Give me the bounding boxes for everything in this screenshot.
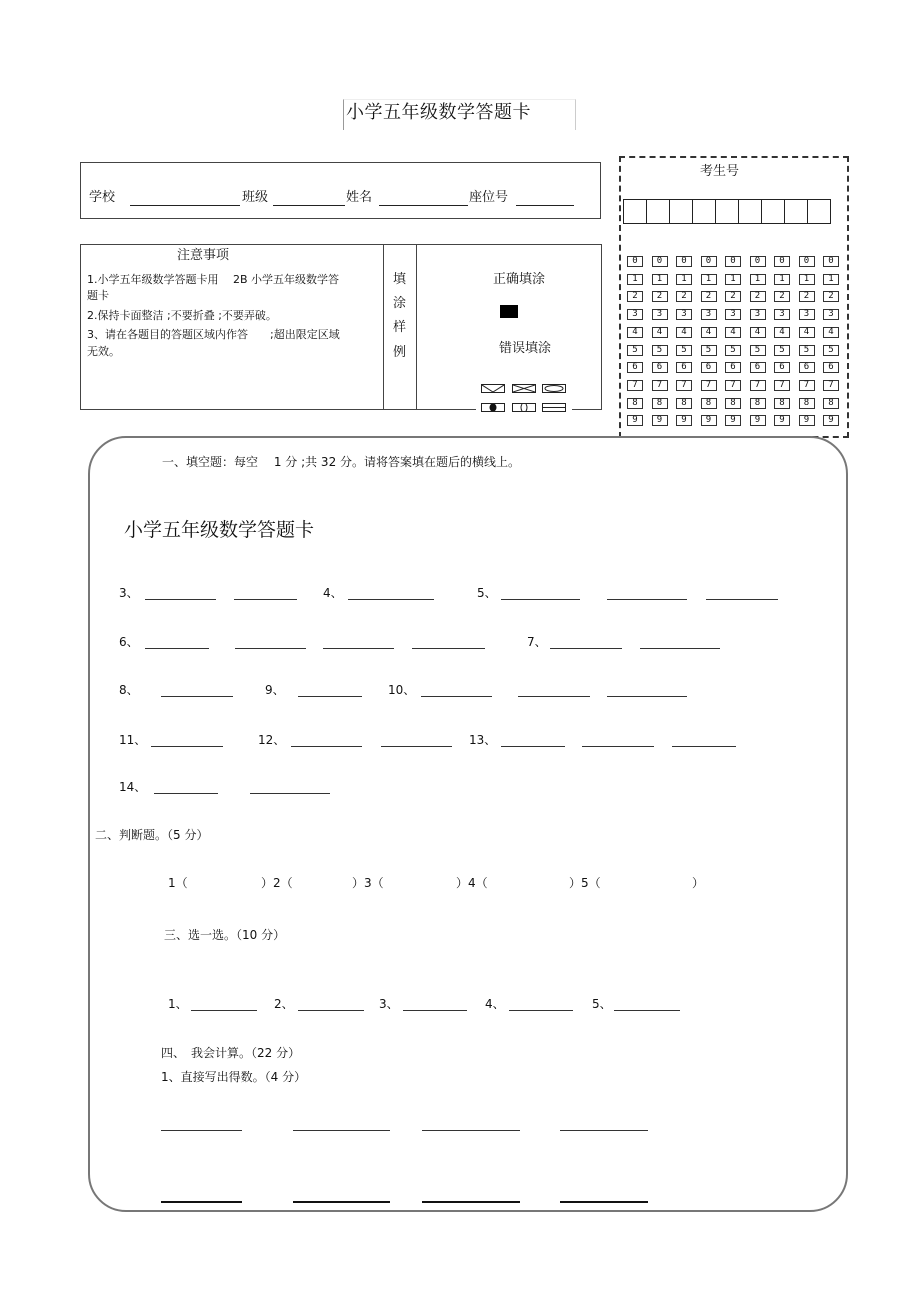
answer-blank[interactable] — [298, 1010, 364, 1011]
choice-label: 1、 — [168, 997, 188, 1011]
id-bubble-6[interactable]: 6 — [774, 362, 790, 373]
section1-subtitle: 小学五年级数学答题卡 — [124, 519, 315, 541]
id-bubble-9[interactable]: 9 — [701, 415, 717, 426]
id-bubble-8[interactable]: 8 — [701, 398, 717, 409]
answer-blank[interactable] — [291, 746, 362, 747]
seat-field[interactable] — [516, 205, 574, 206]
id-bubble-4[interactable]: 4 — [750, 327, 766, 338]
question-label: 3、 — [119, 586, 139, 600]
judge-item-3[interactable]: ）3（ — [352, 876, 384, 890]
id-bubble-4[interactable]: 4 — [799, 327, 815, 338]
answer-blank[interactable] — [298, 696, 362, 697]
id-bubble-8[interactable]: 8 — [652, 398, 668, 409]
answer-blank[interactable] — [191, 1010, 257, 1011]
fill-example-label: 样 — [393, 320, 407, 335]
section4-heading: 四、 我会计算。（22 分） — [161, 1046, 301, 1060]
choice-label: 5、 — [592, 997, 612, 1011]
id-bubble-7[interactable]: 7 — [799, 380, 815, 391]
answer-blank[interactable] — [509, 1010, 573, 1011]
answer-blank[interactable] — [348, 599, 434, 600]
id-bubble-6[interactable]: 6 — [652, 362, 668, 373]
fill-example-label: 例 — [393, 345, 407, 360]
answer-blank[interactable] — [607, 696, 687, 697]
wrong-fill-samples — [476, 378, 572, 416]
id-digit-cell[interactable] — [784, 199, 808, 224]
id-bubble-3[interactable]: 3 — [774, 309, 790, 320]
notice-line: 题卡 — [87, 289, 109, 302]
question-label: 11、 — [119, 733, 147, 747]
id-bubble-5[interactable]: 5 — [725, 345, 741, 356]
judge-item-2[interactable]: ）2（ — [261, 876, 293, 890]
answer-blank[interactable] — [323, 648, 394, 649]
answer-blank[interactable] — [501, 599, 580, 600]
id-bubble-5[interactable]: 5 — [627, 345, 643, 356]
id-bubble-7[interactable]: 7 — [701, 380, 717, 391]
id-bubble-1[interactable]: 1 — [774, 274, 790, 285]
cross-mark-icon — [512, 384, 536, 393]
name-label: 姓名 — [346, 190, 373, 205]
id-bubble-5[interactable]: 5 — [676, 345, 692, 356]
id-bubble-2[interactable]: 2 — [750, 291, 766, 302]
id-bubble-3[interactable]: 3 — [750, 309, 766, 320]
id-bubble-0[interactable]: 0 — [799, 256, 815, 267]
id-bubble-8[interactable]: 8 — [725, 398, 741, 409]
answer-blank[interactable] — [421, 696, 492, 697]
slash-mark-icon — [481, 384, 505, 393]
id-bubble-1[interactable]: 1 — [725, 274, 741, 285]
id-bubble-7[interactable]: 7 — [652, 380, 668, 391]
id-bubble-6[interactable]: 6 — [750, 362, 766, 373]
id-bubble-2[interactable]: 2 — [774, 291, 790, 302]
id-digit-cell[interactable] — [738, 199, 762, 224]
id-bubble-9[interactable]: 9 — [823, 415, 839, 426]
id-bubble-2[interactable]: 2 — [823, 291, 839, 302]
section1-heading: 一、填空题：每空 1 分 ;共 32 分。请将答案填在题后的横线上。 — [162, 455, 521, 469]
question-label: 13、 — [469, 733, 497, 747]
id-bubble-7[interactable]: 7 — [725, 380, 741, 391]
id-bubble-0[interactable]: 0 — [652, 256, 668, 267]
school-label: 学校 — [89, 190, 116, 205]
id-bubble-8[interactable]: 8 — [823, 398, 839, 409]
judge-close-paren: ） — [692, 876, 705, 890]
parens-mark-icon — [512, 403, 536, 412]
id-bubble-1[interactable]: 1 — [823, 274, 839, 285]
answer-blank[interactable] — [501, 746, 565, 747]
id-bubble-0[interactable]: 0 — [750, 256, 766, 267]
school-field[interactable] — [130, 205, 240, 206]
seat-label: 座位号 — [469, 190, 509, 205]
id-bubble-2[interactable]: 2 — [799, 291, 815, 302]
id-bubble-0[interactable]: 0 — [701, 256, 717, 267]
section2-heading: 二、判断题。（5 分） — [95, 828, 209, 842]
id-bubble-7[interactable]: 7 — [823, 380, 839, 391]
question-label: 4、 — [323, 586, 343, 600]
answer-blank[interactable] — [250, 793, 330, 794]
question-label: 5、 — [477, 586, 497, 600]
divider — [383, 244, 384, 410]
answer-blank[interactable] — [234, 599, 297, 600]
notice-line: 1.小学五年级数学答题卡用 2B 小学五年级数学答 — [87, 273, 340, 286]
answer-blank[interactable] — [161, 1130, 242, 1131]
id-bubble-4[interactable]: 4 — [823, 327, 839, 338]
answer-blank[interactable] — [560, 1201, 648, 1203]
id-bubble-5[interactable]: 5 — [652, 345, 668, 356]
id-bubble-4[interactable]: 4 — [725, 327, 741, 338]
id-bubble-3[interactable]: 3 — [823, 309, 839, 320]
answer-blank[interactable] — [550, 648, 622, 649]
id-bubble-9[interactable]: 9 — [627, 415, 643, 426]
wrong-fill-label: 错误填涂 — [499, 341, 552, 356]
id-bubble-5[interactable]: 5 — [823, 345, 839, 356]
question-label: 14、 — [119, 780, 147, 794]
answer-blank[interactable] — [293, 1201, 390, 1203]
id-bubble-6[interactable]: 6 — [799, 362, 815, 373]
id-digit-cell[interactable] — [669, 199, 693, 224]
judge-item-4[interactable]: ）4（ — [456, 876, 488, 890]
id-bubble-0[interactable]: 0 — [725, 256, 741, 267]
id-bubble-1[interactable]: 1 — [750, 274, 766, 285]
line-mark-icon — [542, 403, 566, 412]
id-bubble-4[interactable]: 4 — [774, 327, 790, 338]
notice-line: 3、请在各题目的答题区域内作答 ;超出限定区域 — [87, 328, 340, 341]
id-bubble-9[interactable]: 9 — [799, 415, 815, 426]
question-label: 9、 — [265, 683, 285, 697]
id-bubble-1[interactable]: 1 — [676, 274, 692, 285]
id-bubble-7[interactable]: 7 — [627, 380, 643, 391]
answer-blank[interactable] — [403, 1010, 467, 1011]
id-bubble-5[interactable]: 5 — [750, 345, 766, 356]
student-id-title: 考生号 — [700, 164, 740, 179]
answer-blank[interactable] — [381, 746, 452, 747]
id-bubble-9[interactable]: 9 — [652, 415, 668, 426]
id-bubble-3[interactable]: 3 — [676, 309, 692, 320]
notice-line: 2.保持卡面整洁 ;不要折叠 ;不要弄破。 — [87, 309, 277, 322]
id-bubble-4[interactable]: 4 — [652, 327, 668, 338]
fill-example-label: 涂 — [393, 296, 407, 311]
id-bubble-4[interactable]: 4 — [627, 327, 643, 338]
choice-label: 2、 — [274, 997, 294, 1011]
id-digit-cell[interactable] — [623, 199, 647, 224]
id-bubble-2[interactable]: 2 — [627, 291, 643, 302]
id-bubble-0[interactable]: 0 — [676, 256, 692, 267]
id-bubble-5[interactable]: 5 — [774, 345, 790, 356]
answer-blank[interactable] — [607, 599, 687, 600]
answer-blank[interactable] — [582, 746, 654, 747]
id-bubble-0[interactable]: 0 — [627, 256, 643, 267]
id-bubble-3[interactable]: 3 — [725, 309, 741, 320]
id-bubble-3[interactable]: 3 — [627, 309, 643, 320]
id-bubble-2[interactable]: 2 — [652, 291, 668, 302]
id-bubble-5[interactable]: 5 — [799, 345, 815, 356]
correct-fill-sample — [500, 305, 518, 318]
question-label: 8、 — [119, 683, 139, 697]
id-bubble-6[interactable]: 6 — [676, 362, 692, 373]
id-bubble-9[interactable]: 9 — [774, 415, 790, 426]
id-bubble-9[interactable]: 9 — [750, 415, 766, 426]
answer-blank[interactable] — [235, 648, 306, 649]
answer-blank[interactable] — [151, 746, 223, 747]
id-bubble-9[interactable]: 9 — [676, 415, 692, 426]
student-info-box — [80, 162, 601, 219]
question-label: 12、 — [258, 733, 286, 747]
judge-item-5[interactable]: ）5（ — [569, 876, 601, 890]
choice-label: 4、 — [485, 997, 505, 1011]
id-bubble-7[interactable]: 7 — [750, 380, 766, 391]
answer-blank[interactable] — [706, 599, 778, 600]
id-bubble-6[interactable]: 6 — [823, 362, 839, 373]
choice-label: 3、 — [379, 997, 399, 1011]
id-bubble-8[interactable]: 8 — [676, 398, 692, 409]
notice-line: 无效。 — [87, 345, 120, 358]
id-bubble-1[interactable]: 1 — [701, 274, 717, 285]
answer-blank[interactable] — [412, 648, 485, 649]
section4-sub1: 1、直接写出得数。（4 分） — [161, 1070, 307, 1084]
answer-blank[interactable] — [145, 648, 209, 649]
id-bubble-7[interactable]: 7 — [676, 380, 692, 391]
id-bubble-6[interactable]: 6 — [725, 362, 741, 373]
answer-blank[interactable] — [145, 599, 216, 600]
id-bubble-4[interactable]: 4 — [701, 327, 717, 338]
name-field[interactable] — [379, 205, 468, 206]
answer-blank[interactable] — [614, 1010, 680, 1011]
answer-blank[interactable] — [422, 1201, 520, 1203]
dot-mark-icon — [481, 403, 505, 412]
id-bubble-4[interactable]: 4 — [676, 327, 692, 338]
id-bubble-5[interactable]: 5 — [701, 345, 717, 356]
question-label: 10、 — [388, 683, 416, 697]
id-bubble-8[interactable]: 8 — [750, 398, 766, 409]
id-digit-cell[interactable] — [646, 199, 670, 224]
page-title: 小学五年级数学答题卡 — [346, 102, 531, 123]
id-bubble-2[interactable]: 2 — [701, 291, 717, 302]
answer-blank[interactable] — [422, 1130, 520, 1131]
id-bubble-1[interactable]: 1 — [799, 274, 815, 285]
question-label: 6、 — [119, 635, 139, 649]
ellipse-mark-icon — [542, 384, 566, 393]
answer-blank[interactable] — [161, 1201, 242, 1203]
section3-heading: 三、选一选。（10 分） — [164, 928, 286, 942]
id-bubble-0[interactable]: 0 — [774, 256, 790, 267]
notice-title: 注意事项 — [177, 248, 230, 263]
student-id-cells — [623, 199, 830, 224]
id-digit-cell[interactable] — [761, 199, 785, 224]
answer-blank[interactable] — [293, 1130, 390, 1131]
id-bubble-9[interactable]: 9 — [725, 415, 741, 426]
id-digit-cell[interactable] — [692, 199, 716, 224]
id-bubble-6[interactable]: 6 — [701, 362, 717, 373]
answer-blank[interactable] — [161, 696, 233, 697]
answer-blank[interactable] — [560, 1130, 648, 1131]
answer-blank[interactable] — [672, 746, 736, 747]
id-bubble-8[interactable]: 8 — [799, 398, 815, 409]
fill-example-label: 填 — [393, 272, 407, 287]
class-field[interactable] — [273, 205, 345, 206]
correct-fill-label: 正确填涂 — [493, 272, 546, 287]
id-bubble-6[interactable]: 6 — [627, 362, 643, 373]
answer-blank[interactable] — [518, 696, 590, 697]
id-bubble-0[interactable]: 0 — [823, 256, 839, 267]
id-digit-cell[interactable] — [715, 199, 739, 224]
answer-blank[interactable] — [640, 648, 720, 649]
answer-area — [88, 436, 848, 1212]
id-bubble-8[interactable]: 8 — [627, 398, 643, 409]
id-bubble-2[interactable]: 2 — [676, 291, 692, 302]
id-bubble-1[interactable]: 1 — [627, 274, 643, 285]
judge-item-1[interactable]: 1（ — [168, 876, 188, 890]
id-bubble-2[interactable]: 2 — [725, 291, 741, 302]
id-digit-cell[interactable] — [807, 199, 831, 224]
class-label: 班级 — [242, 190, 269, 205]
id-bubble-8[interactable]: 8 — [774, 398, 790, 409]
id-bubble-7[interactable]: 7 — [774, 380, 790, 391]
id-bubble-3[interactable]: 3 — [701, 309, 717, 320]
divider — [416, 244, 417, 410]
answer-blank[interactable] — [154, 793, 218, 794]
id-bubble-1[interactable]: 1 — [652, 274, 668, 285]
id-bubble-3[interactable]: 3 — [799, 309, 815, 320]
question-label: 7、 — [527, 635, 547, 649]
id-bubble-3[interactable]: 3 — [652, 309, 668, 320]
